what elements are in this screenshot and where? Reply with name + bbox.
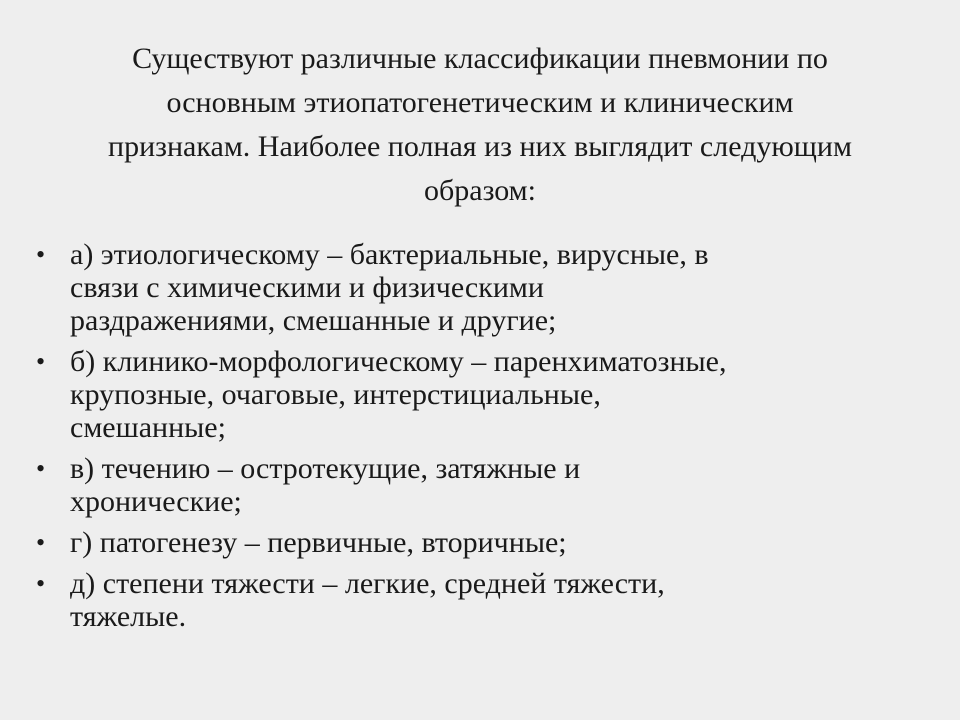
intro-line: Существуют различные классификации пневмонии по (132, 42, 828, 75)
bullet-icon: • (36, 569, 46, 598)
list-item-line: крупозные, очаговые, интерстициальные, (70, 378, 601, 411)
intro-line: образом: (423, 174, 536, 207)
list-item-line: а) этиологическому – бактериальные, вирусные, в (70, 238, 709, 271)
list-item-line: смешанные; (70, 411, 226, 444)
list-item-line: д) степени тяжести – легкие, средней тяжести, (70, 567, 665, 600)
classification-list (0, 238, 960, 641)
list-item-etiology (0, 238, 960, 337)
list-item-morphology (0, 345, 960, 444)
list-item-line: раздражениями, смешанные и другие; (70, 304, 557, 337)
intro-paragraph (0, 37, 960, 213)
list-item-line: в) течению – остротекущие, затяжные и (70, 452, 581, 485)
list-item-line: г) патогенезу – первичные, вторичные; (70, 526, 567, 559)
list-item-line: связи с химическими и физическими (70, 271, 544, 304)
bullet-icon: • (36, 528, 46, 557)
bullet-icon: • (36, 454, 46, 483)
list-item-line: тяжелые. (70, 600, 187, 633)
intro-line: признакам. Наиболее полная из них выглядит следующим (108, 130, 852, 163)
bullet-icon: • (36, 347, 46, 376)
bullet-icon: • (36, 240, 46, 269)
list-item-line: б) клинико-морфологическому – паренхиматозные, (70, 345, 727, 378)
list-item-line: хронические; (70, 485, 242, 518)
intro-line: основным этиопатогенетическим и клиническим (166, 86, 794, 119)
list-item-severity (0, 567, 960, 633)
list-item-pathogenesis (0, 526, 960, 559)
list-item-course (0, 452, 960, 518)
